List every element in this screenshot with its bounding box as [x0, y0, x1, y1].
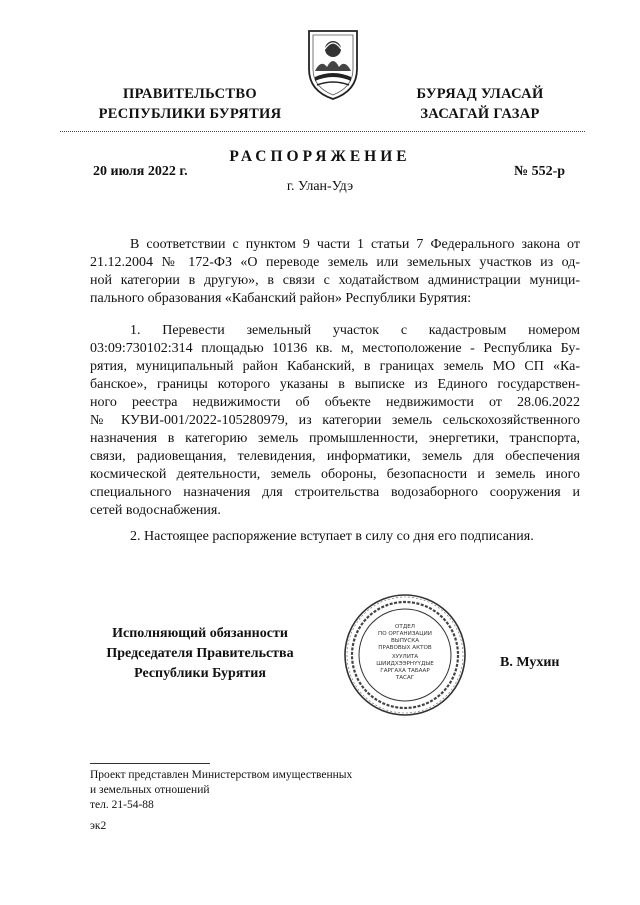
signatory-title-line2: Председателя Правительства — [106, 646, 294, 661]
item-1-line: 1. Перевести земельный участок с кадастровым номером — [130, 323, 580, 338]
svg-text:ТАСАГ: ТАСАГ — [395, 675, 415, 681]
footer-line2: и земельных отношений — [90, 784, 210, 796]
item-2-paragraph — [90, 528, 580, 546]
header-right-line1: БУРЯАД УЛАСАЙ — [416, 86, 544, 102]
government-name-ru — [80, 84, 300, 124]
footer-line1: Проект представлен Министерством имущественных — [90, 769, 353, 781]
signatory-name: В. Мухин — [500, 655, 560, 670]
footer-phone: тел. 21-54-88 — [90, 799, 154, 811]
signatory-title-line1: Исполняющий обязанности — [112, 626, 288, 641]
item-1-line: № КУВИ-001/2022-105280979, из категории земель сельскохозяйственного — [90, 413, 580, 428]
official-round-stamp-icon — [342, 592, 468, 718]
item-1-line: связи, радиовещания, телевидения, информатики, земель для обеспечения — [90, 449, 580, 464]
svg-text:ШИИДХЭЭРНҮҮДЫЕ: ШИИДХЭЭРНҮҮДЫЕ — [376, 661, 434, 667]
intro-line: ной категории в другую», в связи с ходатайством администрации муници- — [90, 273, 580, 288]
svg-text:ПРАВОВЫХ АКТОВ: ПРАВОВЫХ АКТОВ — [378, 645, 432, 651]
header-left-line2: РЕСПУБЛИКИ БУРЯТИЯ — [98, 106, 282, 122]
header-left-line1: ПРАВИТЕЛЬСТВО — [123, 86, 257, 102]
intro-line: 21.12.2004 № 172-ФЗ «О переводе земель или земельных участков из од- — [90, 255, 580, 270]
intro-line: В соответствии с пунктом 9 части 1 статьи 7 Федерального закона от — [130, 237, 580, 252]
item-1-line: ного реестра недвижимости об объекте недвижимости от 28.06.2022 — [90, 395, 580, 410]
header-right-line2: ЗАСАГАЙ ГАЗАР — [420, 106, 540, 122]
document-city: г. Улан-Удэ — [286, 179, 354, 194]
item-1-line: 03:09:730102:314 площадью 10136 кв. м, местоположение - Республика Бу- — [90, 341, 580, 356]
document-date: 20 июля 2022 г. — [93, 164, 188, 179]
footer-code: эк2 — [90, 820, 107, 832]
coat-of-arms-emblem-icon — [305, 25, 361, 101]
item-1-line: рятия, муниципальный район Кабанский, в границах земель МО СП «Ка- — [90, 359, 580, 374]
svg-text:ГАРГАХА ТАБААР: ГАРГАХА ТАБААР — [380, 668, 430, 674]
intro-paragraph — [90, 236, 580, 308]
item-1-line: сетей водоснабжения. — [90, 503, 221, 518]
item-1-line: назначения в категорию земель промышленности, энергетики, транспорта, — [90, 431, 580, 446]
footer-note — [90, 768, 352, 813]
item-1-line: банское», границы которого указаны в выписке из Единого государствен- — [90, 377, 580, 392]
svg-text:ВЫПУСКА: ВЫПУСКА — [390, 638, 420, 644]
svg-text:ХУУЛИТА: ХУУЛИТА — [391, 654, 419, 660]
document-number: № 552-р — [514, 164, 566, 179]
item-1-paragraph — [90, 322, 580, 520]
intro-line: пального образования «Кабанский район» Республики Бурятия: — [90, 291, 472, 306]
svg-text:ОТДЕЛ: ОТДЕЛ — [395, 624, 415, 630]
header-divider — [60, 131, 585, 132]
footer-divider — [90, 763, 210, 764]
signatory-title — [80, 624, 320, 684]
government-name-bua — [385, 84, 575, 124]
document-title: РАСПОРЯЖЕНИЕ — [229, 148, 411, 165]
svg-text:ПО ОРГАНИЗАЦИИ: ПО ОРГАНИЗАЦИИ — [378, 631, 432, 637]
item-1-line: специального назначения для строительства водозаборного сооружения и — [90, 485, 580, 500]
signatory-title-line3: Республики Бурятия — [134, 666, 266, 681]
item-2-line: 2. Настоящее распоряжение вступает в силу со дня его подписания. — [130, 529, 534, 544]
item-1-line: космической деятельности, земель обороны, безопасности и земель иного — [90, 467, 580, 482]
